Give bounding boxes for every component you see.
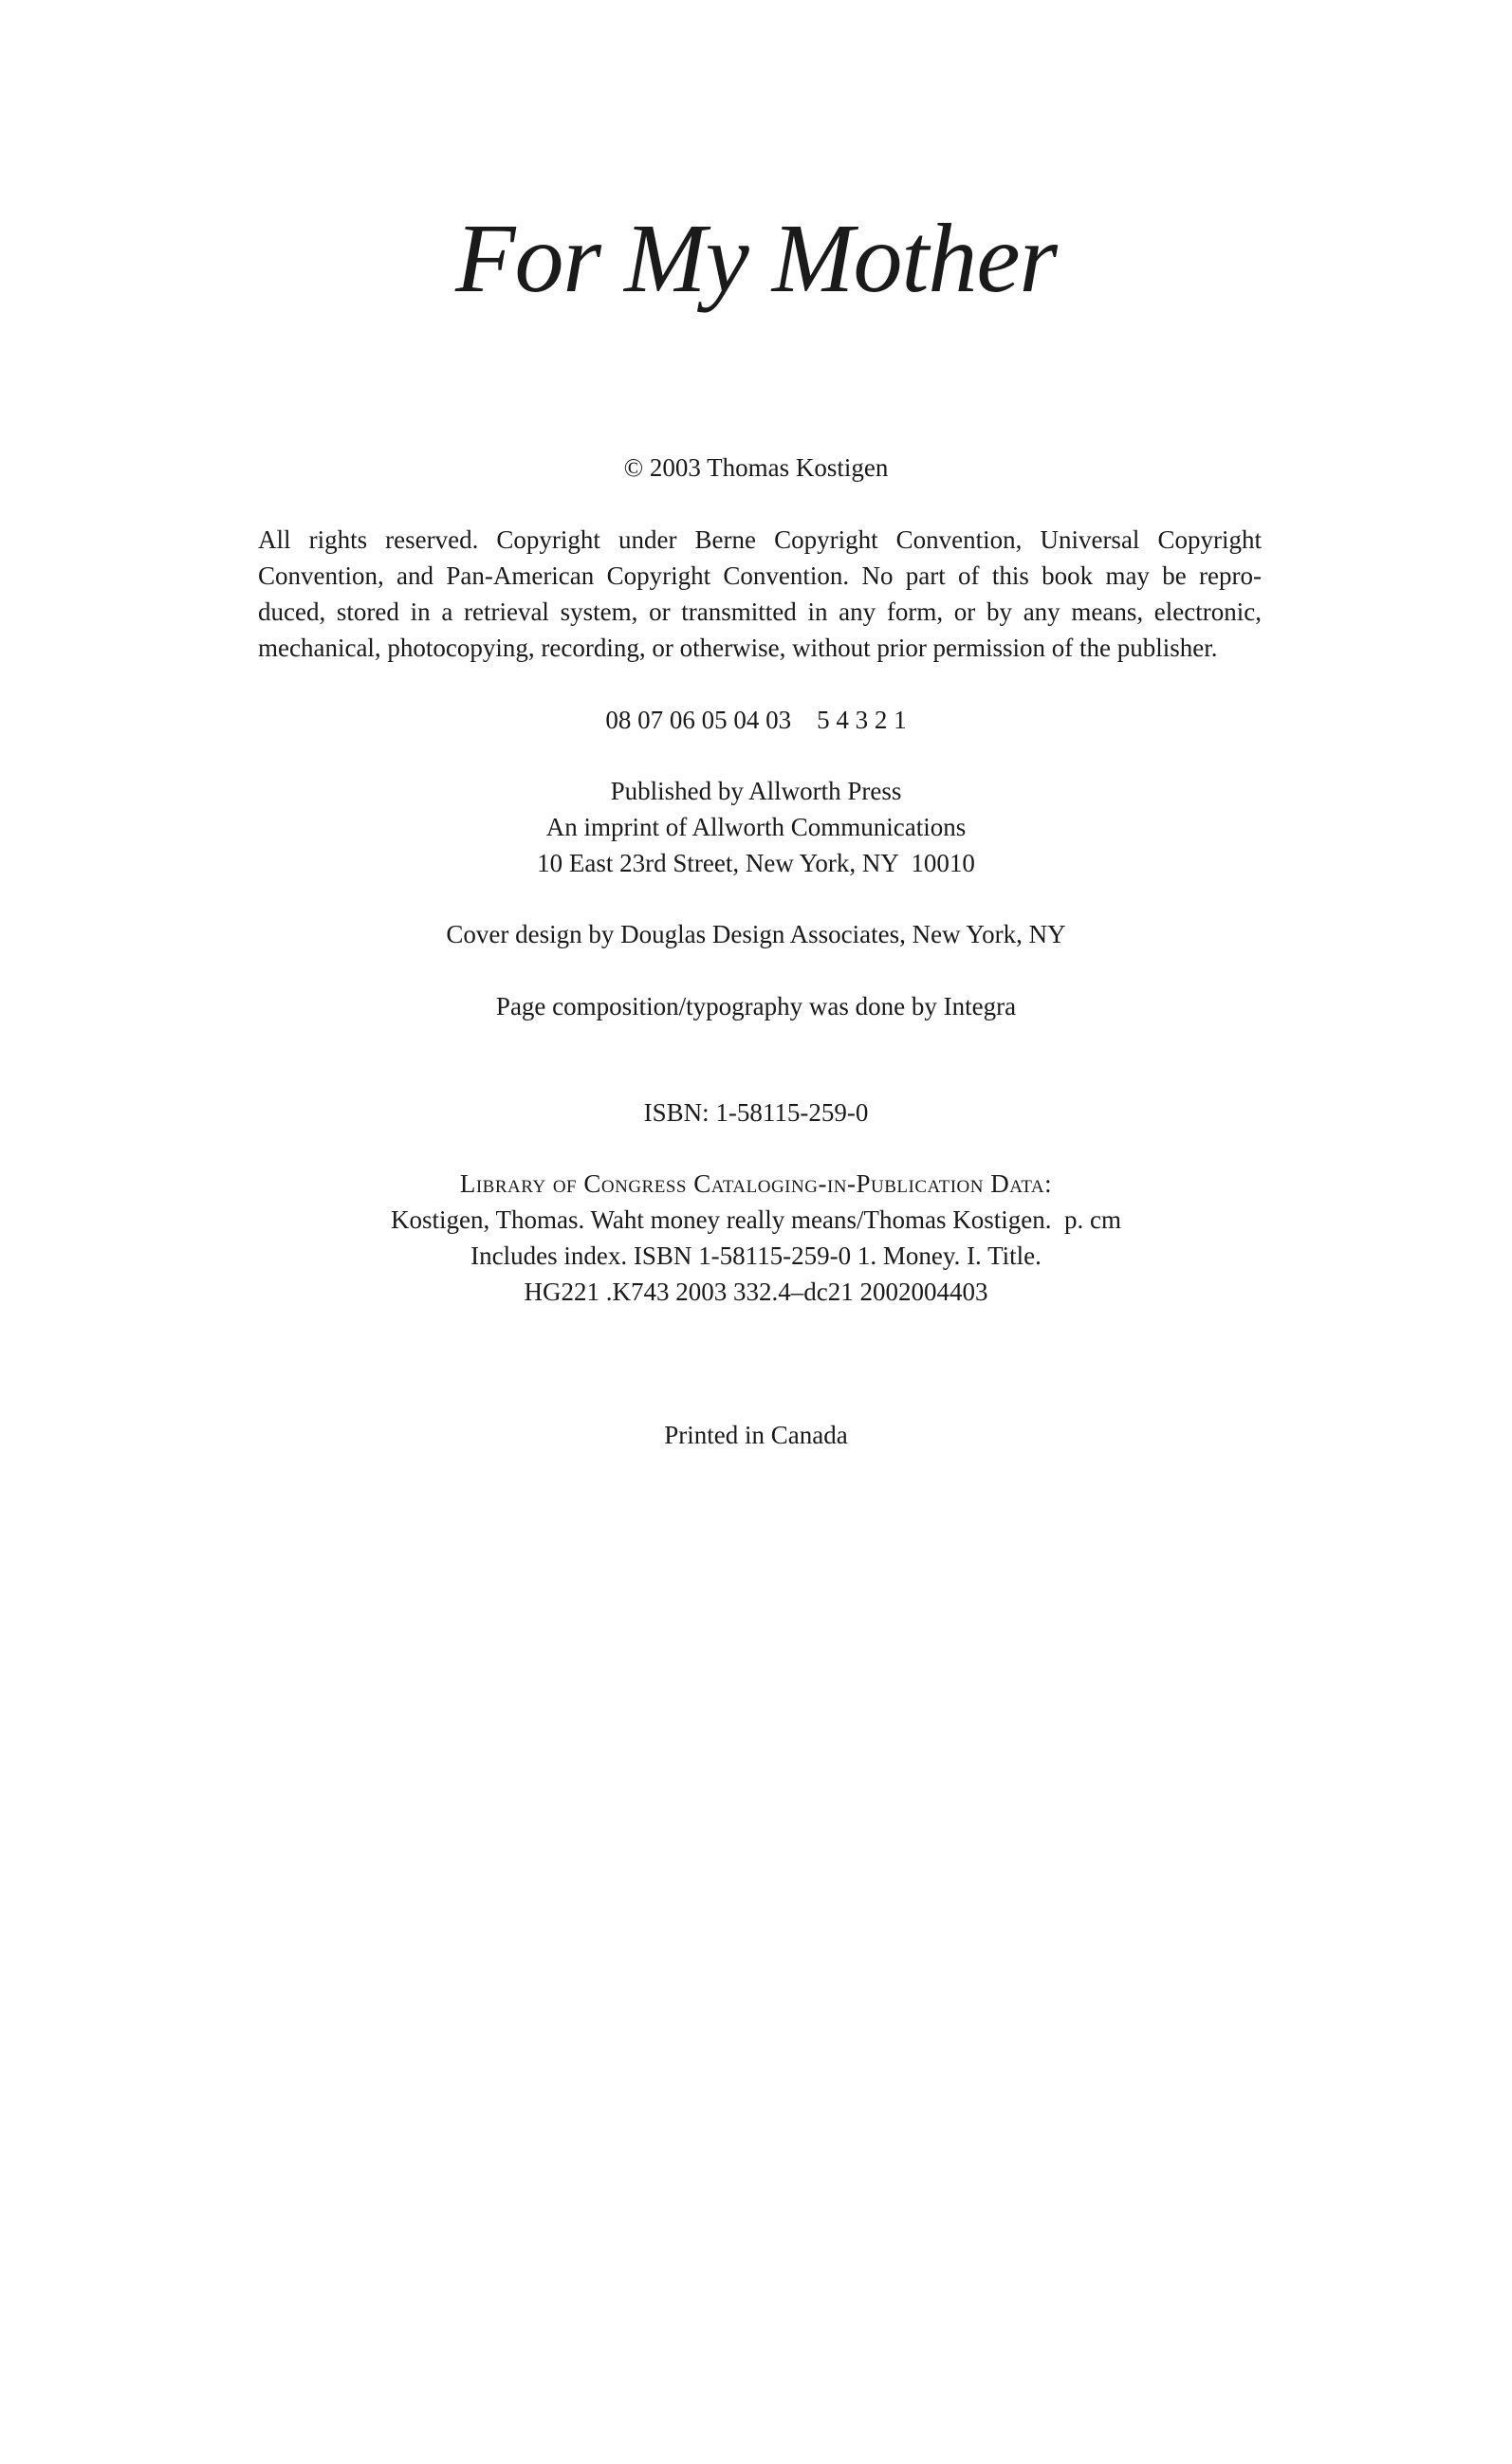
printing-numbers: 08 07 06 05 04 03 5 4 3 2 1 [605, 706, 907, 734]
rights-line: duced, stored in a retrieval system, or transmitted in any form, or by any means, electronic, [258, 598, 1262, 626]
publisher-imprint: An imprint of Allworth Communications [545, 813, 967, 841]
publisher-address: 10 East 23rd Street, New York, NY 10010 [537, 849, 975, 877]
composition-credit: Page composition/typography was done by Integra [495, 992, 1017, 1021]
dedication-title: For My Mother [455, 204, 1057, 313]
copyright-notice: © 2003 Thomas Kostigen [623, 453, 889, 482]
publisher-line: Published by Allworth Press [610, 777, 902, 805]
cip-line: HG221 .K743 2003 332.4–dc21 2002004403 [524, 1278, 988, 1306]
rights-line: mechanical, photocopying, recording, or otherwise, without prior permission of the publisher. [258, 634, 1218, 662]
cover-design-credit: Cover design by Douglas Design Associates, New York, NY [446, 920, 1066, 948]
isbn: ISBN: 1-58115-259-0 [643, 1098, 869, 1127]
rights-line: All rights reserved. Copyright under Berne Copyright Convention, Universal Copyright [258, 525, 1262, 554]
cip-heading: Library of Congress Cataloging-in-Publication Data: [459, 1169, 1053, 1198]
cip-line: Kostigen, Thomas. Waht money really means/Thomas Kostigen. p. cm [391, 1205, 1121, 1234]
rights-line: Convention, and Pan-American Copyright Convention. No part of this book may be repro- [258, 561, 1262, 590]
cip-line: Includes index. ISBN 1-58115-259-0 1. Money. I. Title. [470, 1241, 1042, 1270]
rights-paragraph [258, 522, 1262, 666]
printed-in: Printed in Canada [664, 1421, 848, 1449]
